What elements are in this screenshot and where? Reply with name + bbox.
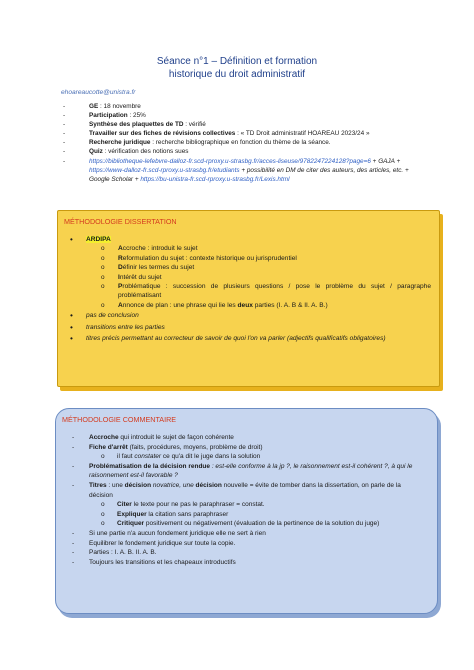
title-line-1: Séance n°1 – Définition et formation — [156, 56, 318, 67]
info-label: Participation — [89, 112, 128, 120]
item-bold: Titres — [89, 481, 107, 489]
item-text: ce qu'a dit le juge dans la solution — [161, 453, 261, 461]
info-text: : vérifié — [183, 121, 206, 129]
item-text: il faut — [117, 453, 135, 461]
commentaire-item: - Si une partie n'a aucun fondement juridique elle ne sert à rien — [89, 529, 423, 539]
item-bold: Citer — [117, 501, 132, 509]
ardipa-step — [118, 254, 431, 263]
commentaire-item: - Equilibrer le fondement juridique sur toute la copie. — [89, 539, 423, 549]
commentaire-item: - Parties : I. A. B. II. A. B. — [89, 548, 423, 558]
info-item — [61, 102, 431, 111]
info-item — [61, 120, 431, 129]
dissertation-note: • transitions entre les parties — [86, 323, 431, 332]
email-link[interactable]: ehoareaucotte@unistra.fr — [61, 89, 136, 96]
ardipa-step — [118, 301, 431, 310]
commentaire-item: - Toujours les transitions et les chapeaux introductifs — [89, 558, 423, 568]
ardipa-label: ARDIPA — [86, 236, 111, 243]
item-text: : une — [106, 481, 125, 489]
info-item — [61, 129, 431, 138]
links-middle-text: + possibilité en DM de citer des auteurs, des articles, etc. — [239, 166, 404, 174]
info-item-links — [61, 157, 431, 184]
info-label: Recherche juridique — [89, 139, 151, 147]
step-initial: P — [118, 283, 123, 291]
item-bold: Problématisation de la décision rendue — [89, 462, 211, 470]
item-italic: novatrice, une — [151, 481, 196, 489]
item-bold: Accroche — [89, 434, 119, 441]
commentaire-subitem — [89, 519, 423, 529]
item-italic: : est-elle conforme à la jp ?, le raisonnement est-il cohérent ?, à qui le raisonnement est-il favorable ? — [89, 462, 413, 480]
item-text: la citation sans paraphraser — [146, 510, 229, 518]
commentaire-box — [55, 408, 438, 614]
link-lexis[interactable]: https://bu-unistra-fr.scd-rproxy.u-strasbg.fr/Lexis.html — [140, 175, 290, 183]
link-dalloz-etudiants[interactable]: https://www-dalloz-fr.scd-rproxy.u-strasbg.fr/etudiants — [89, 166, 240, 174]
step-text: éfinir les termes du sujet — [122, 264, 195, 272]
step-text: roblématique : succession de plusieurs questions / pose le problème du sujet / paragraphe problématisant — [118, 283, 431, 300]
dissertation-note: • titres précis permettant au correcteur de savoir de quoi l'on va parler (adjectifs qualificatifs obligatoires) — [86, 334, 431, 343]
link-lefebvre-dalloz[interactable]: https://bibliotheque-lefebvre-dalloz-fr.scd-rproxy.u-strasbg.fr/acces-liseuse/9782247224128?page=6 — [89, 157, 371, 165]
ardipa-step — [118, 244, 431, 253]
commentaire-heading: MÉTHODOLOGIE COMMENTAIRE — [62, 415, 177, 424]
step-initial: D — [118, 264, 123, 272]
step-bold: deux — [237, 301, 253, 309]
info-text: : vérification des notions sues — [102, 148, 189, 156]
ardipa-step — [118, 273, 431, 282]
item-text: positivement ou négativement (évaluation de la pertinence de la solution du juge) — [144, 520, 380, 528]
gaja-text: GAJA — [378, 157, 395, 165]
dissertation-box — [57, 210, 440, 387]
item-bold: décision — [124, 481, 152, 489]
info-item — [61, 138, 431, 147]
links-scholar-text: + Google Scholar + — [89, 166, 409, 183]
ardipa-step — [118, 263, 431, 272]
info-label: Synthèse des plaquettes de TD — [89, 121, 184, 129]
info-text: : 18 novembre — [98, 103, 141, 110]
title-line-2: historique du droit administratif — [168, 69, 306, 80]
item-bold: Expliquer — [117, 510, 147, 518]
info-label: GE — [89, 103, 99, 110]
link-separator: + — [370, 157, 379, 165]
commentaire-item — [89, 433, 423, 443]
info-item — [61, 147, 431, 156]
item-bold: Critiquer — [117, 520, 145, 528]
step-initial: A — [118, 301, 123, 309]
step-initial: R — [118, 254, 123, 262]
commentaire-subitem — [89, 510, 423, 520]
dissertation-note: • pas de conclusion — [86, 311, 431, 320]
step-initial: I — [118, 273, 120, 281]
commentaire-item — [89, 462, 423, 481]
step-text: ntérêt du sujet — [119, 273, 162, 281]
link-separator: + — [394, 157, 401, 165]
dissertation-heading: MÉTHODOLOGIE DISSERTATION — [64, 217, 177, 226]
info-item — [61, 111, 431, 120]
info-text: : 25% — [127, 112, 146, 120]
info-label: Travailler sur des fiches de révisions collectives — [89, 130, 236, 138]
item-text: (faits, procédures, moyens, problème de droit) — [127, 443, 263, 451]
step-text: eformulation du sujet : contexte historique ou jurisprudentiel — [122, 254, 297, 262]
commentaire-subitem — [89, 452, 423, 462]
dissertation-list — [86, 235, 431, 343]
commentaire-item — [89, 443, 423, 453]
step-text: parties (I. A. B & II. A. B.) — [252, 301, 328, 309]
info-text: : « TD Droit administratif HOAREAU 2023/24 » — [235, 130, 370, 138]
info-list — [61, 102, 431, 184]
step-text: ccroche : introduit le sujet — [122, 245, 198, 253]
item-italic: constater — [134, 453, 162, 461]
item-bold: Fiche d'arrêt — [89, 443, 128, 451]
info-text: : recherche bibliographique en fonction du thème de la séance. — [150, 139, 331, 147]
item-text: qui introduit le sujet de façon cohérente — [118, 434, 234, 441]
item-bold: décision — [195, 481, 222, 489]
info-label: Quiz — [89, 148, 103, 156]
ardipa-step — [118, 282, 431, 301]
item-text: le texte pour ne pas le paraphraser = constat. — [131, 501, 265, 509]
ardipa-item — [86, 235, 431, 244]
item-text: nouvelle = évite de tomber dans la dissertation, on parle de la décision — [89, 481, 401, 499]
commentaire-subitem — [89, 500, 423, 510]
commentaire-item — [89, 481, 423, 500]
commentaire-list — [89, 433, 423, 567]
step-text: nnonce de plan : une phrase qui lie les — [122, 301, 238, 309]
step-initial: A — [118, 245, 123, 253]
page-title — [0, 55, 474, 81]
